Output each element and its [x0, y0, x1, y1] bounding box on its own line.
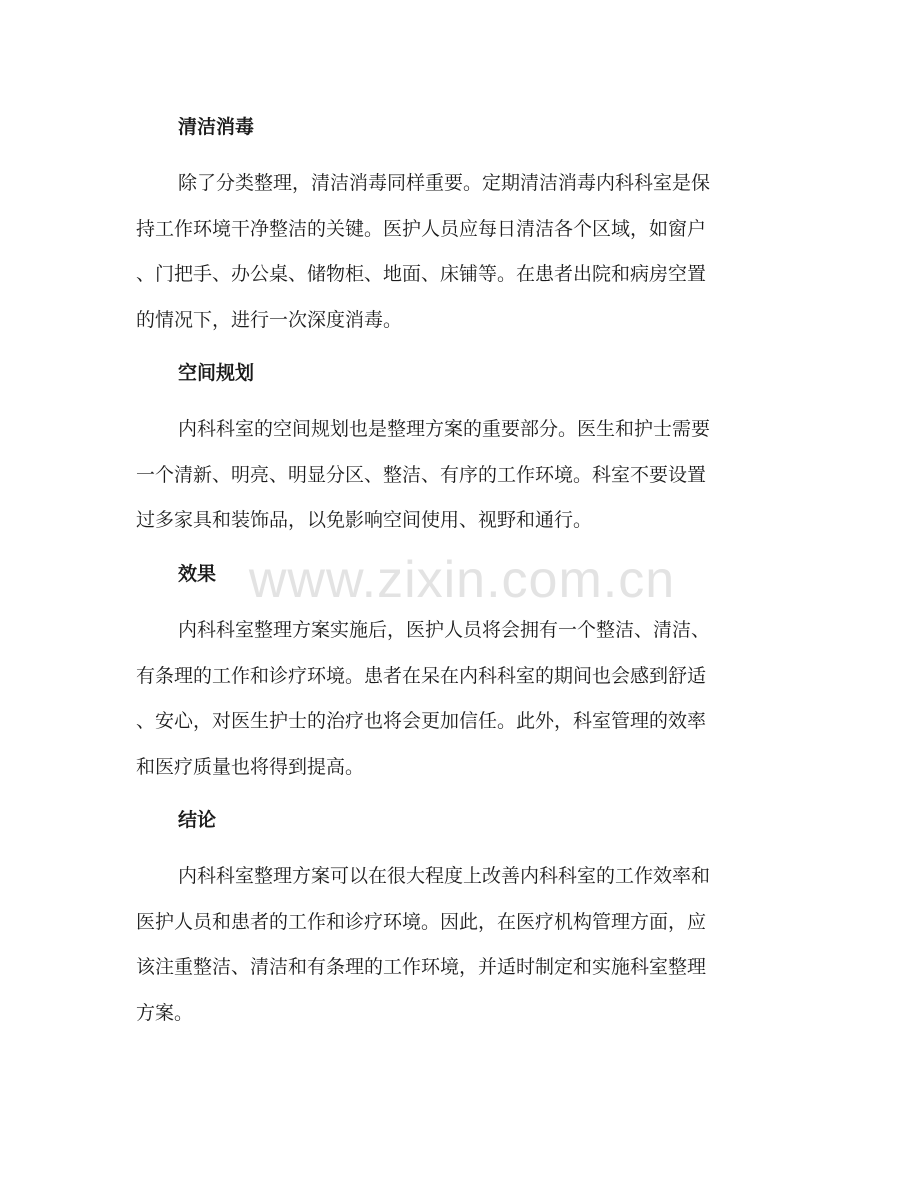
section-paragraph-space-planning	[136, 417, 776, 554]
paragraph-line: 、门把手、办公桌、储物柜、地面、床铺等。在患者出院和病房空置	[136, 263, 707, 285]
paragraph-line: 内科科室整理方案实施后，医护人员将会拥有一个整洁、清洁、	[178, 619, 711, 641]
paragraph-line: 一个清新、明亮、明显分区、整洁、有序的工作环境。科室不要设置	[136, 463, 707, 486]
paragraph-line: 除了分类整理，清洁消毒同样重要。定期清洁消毒内科科室是保	[178, 172, 711, 194]
paragraph-line: 方案。	[136, 1001, 194, 1024]
section-heading-conclusion: 结论	[178, 809, 217, 831]
section-paragraph-effect	[136, 618, 776, 800]
paragraph-line: 的情况下，进行一次深度消毒。	[136, 308, 403, 331]
paragraph-line: 持工作环境干净整洁的关键。医护人员应每日清洁各个区域，如窗户	[136, 217, 707, 240]
watermark: www.zixin.com.cn	[248, 551, 676, 609]
paragraph-line: 医护人员和患者的工作和诊疗环境。因此，在医疗机构管理方面，应	[136, 910, 707, 933]
paragraph-line: 有条理的工作和诊疗环境。患者在呆在内科科室的期间也会感到舒适	[136, 664, 707, 687]
paragraph-line: 、安心，对医生护士的治疗也将会更加信任。此外，科室管理的效率	[136, 710, 707, 732]
section-heading-cleaning: 清洁消毒	[178, 116, 255, 138]
section-paragraph-cleaning	[136, 171, 776, 353]
paragraph-line: 该注重整洁、清洁和有条理的工作环境，并适时制定和实施科室整理	[136, 956, 707, 978]
paragraph-line: 内科科室整理方案可以在很大程度上改善内科科室的工作效率和	[178, 865, 711, 887]
section-paragraph-conclusion	[136, 864, 776, 1046]
section-heading-space-planning: 空间规划	[178, 362, 255, 384]
paragraph-line: 过多家具和装饰品，以免影响空间使用、视野和通行。	[136, 509, 593, 531]
section-heading-effect: 效果	[178, 563, 217, 585]
paragraph-line: 内科科室的空间规划也是整理方案的重要部分。医生和护士需要	[178, 418, 711, 440]
paragraph-line: 和医疗质量也将得到提高。	[136, 755, 365, 778]
